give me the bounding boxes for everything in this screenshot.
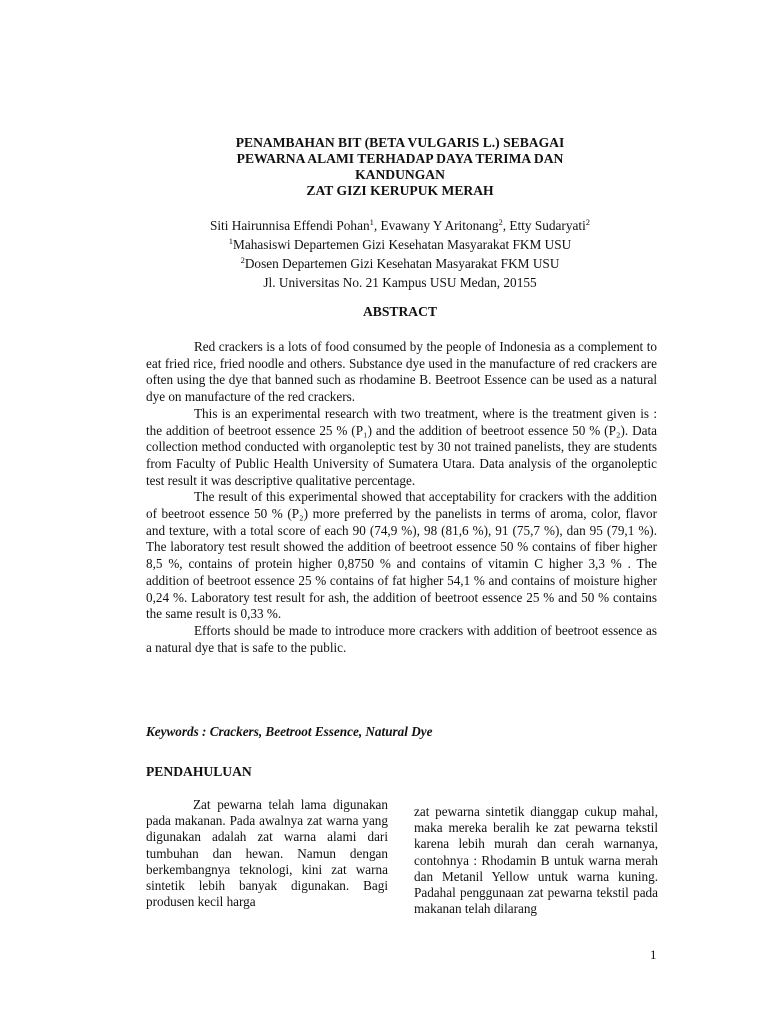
affiliation-text: Dosen Departemen Gizi Kesehatan Masyarakat FKM USU [244,256,560,271]
body-column-right [414,804,658,917]
author-name: , Evawany Y Aritonang [373,218,499,233]
author-list [140,216,660,235]
address-line: Jl. Universitas No. 21 Kampus USU Medan, 20155 [263,275,537,290]
body-column-left [146,797,388,910]
abstract-paragraph: Efforts should be made to introduce more crackers with addition of beetroot essence as a natural dye that is safe to the public. [146,622,657,655]
page-number: 1 [650,947,657,962]
affiliation-line [140,254,660,273]
section-heading: PENDAHULUAN [146,764,252,779]
keywords-line: Keywords : Crackers, Beetroot Essence, Natural Dye [146,724,433,739]
title-line: KANDUNGAN [355,167,445,182]
affiliation-text: Mahasiswi Departemen Gizi Kesehatan Masyarakat FKM USU [233,237,572,252]
body-paragraph: Zat pewarna telah lama digunakan pada makanan. Pada awalnya zat warna yang digunakan adalah zat warna alami dari tumbuhan dan hewan. Namun dengan berkembangnya teknologi, kini zat warna sintetik lebih banyak digunakan. Bagi produsen kecil harga [146,797,388,910]
title-line: PENAMBAHAN BIT (BETA VULGARIS L.) SEBAGAI [235,135,565,150]
affiliation-mark: 1 [228,236,233,246]
body-paragraph: zat pewarna sintetik dianggap cukup mahal, maka mereka beralih ke zat pewarna tekstil karena lebih murah dan cerah warnanya, contohnya : Rhodamin B untuk warna merah dan Metanil Yellow untuk warna kuning. Padahal penggunaan zat pewarna tekstil pada makanan telah dilarang [414,804,658,917]
abstract-heading: ABSTRACT [362,304,438,319]
abstract-paragraph: This is an experimental research with two treatment, where is the treatment given is : the addition of beetroot essence 25 % (P₁) and the addition of beetroot essence 50 % (P₂). Data collection method conducted with organoleptic test by 30 not trained panelists, they are students from Faculty of Public Health University of Sumatera Utara. Data analysis of the organoleptic test result it was descriptive qualitative percentage. [146,405,657,488]
affiliation-mark: 2 [240,255,245,265]
author-name: Siti Hairunnisa Effendi Pohan [209,218,370,233]
author-block [140,216,660,292]
title-line: ZAT GIZI KERUPUK MERAH [306,183,494,198]
title-line: PEWARNA ALAMI TERHADAP DAYA TERIMA DAN [236,151,564,166]
abstract-paragraph: The result of this experimental showed that acceptability for crackers with the addition of beetroot essence 50 % (P₂) more preferred by the panelists in terms of aroma, color, flavor and texture, with a total score of each 90 (74,9 %), 98 (81,6 %), 91 (75,7 %), dan 95 (79,1 %). The laboratory test result showed the addition of beetroot essence 50 % contains of fiber higher 8,5 %, contains of protein higher 0,8750 % and contains of vitamin C higher 3,3 % . The addition of beetroot essence 25 % contains of fat higher 54,1 % and contains of moisture higher 0,24 %. Laboratory test result for ash, the addition of beetroot essence 25 % and 50 % contains the same result is 0,33 %. [146,489,657,622]
abstract-paragraph: Red crackers is a lots of food consumed by the people of Indonesia as a complement to eat fried rice, fried noodle and others. Substance dye used in the manufacture of red crackers are often using the dye that banned such as rhodamine B. Beetroot Essence can be used as a natural dye on manufacture of the red crackers. [146,339,657,405]
paper-title [140,135,660,199]
author-affiliation-mark: 2 [585,217,591,227]
author-affiliation-mark: 1 [369,217,374,227]
author-affiliation-mark: 2 [498,217,503,227]
author-name: , Etty Sudaryati [502,218,586,233]
abstract-body [146,339,657,656]
affiliation-line [140,235,660,254]
